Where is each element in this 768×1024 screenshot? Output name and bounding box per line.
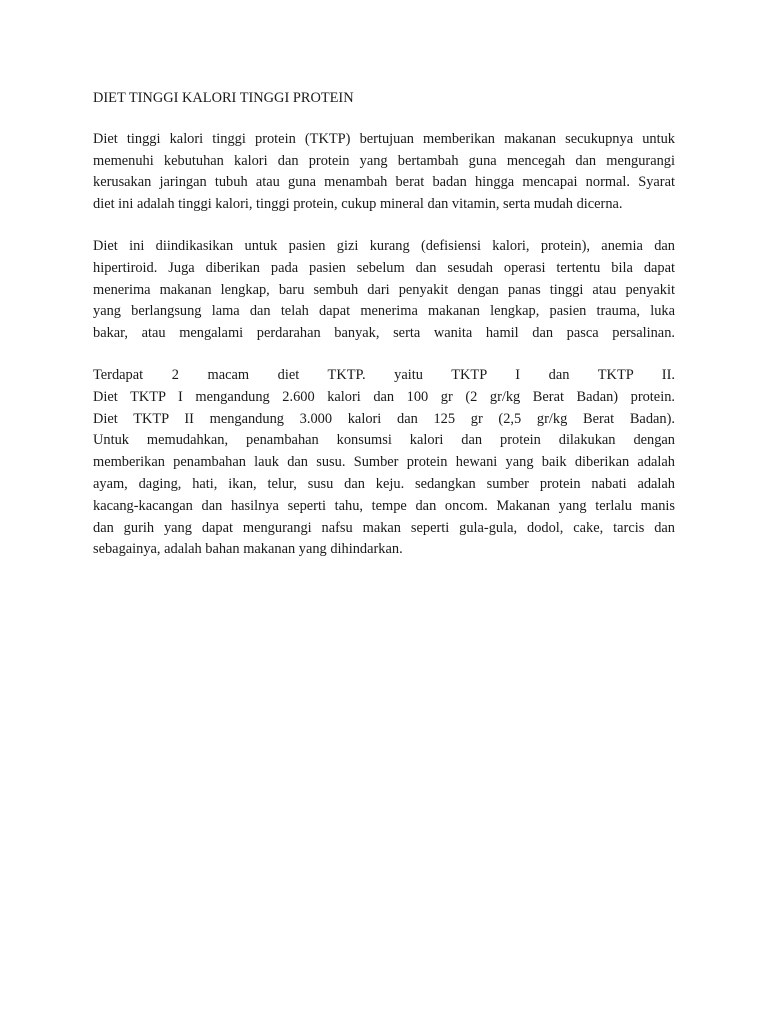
- paragraph-line: Diet tinggi kalori tinggi protein (TKTP) bertujuan memberikan makanan secukupnya untuk: [93, 130, 675, 147]
- paragraph-line: ayam, daging, hati, ikan, telur, susu dan keju. sedangkan sumber protein nabati adalah: [93, 475, 675, 492]
- paragraph-2: [93, 236, 675, 345]
- paragraph-line: sebagainya, adalah bahan makanan yang dihindarkan.: [93, 541, 403, 558]
- paragraph-line: diet ini adalah tinggi kalori, tinggi protein, cukup mineral dan vitamin, serta mudah dicerna.: [93, 196, 623, 213]
- paragraph-line: memberikan penambahan lauk dan susu. Sumber protein hewani yang baik diberikan adalah: [93, 454, 675, 471]
- paragraph-line: Untuk memudahkan, penambahan konsumsi kalori dan protein dilakukan dengan: [93, 432, 675, 449]
- paragraph-line: memenuhi kebutuhan kalori dan protein yang bertambah guna mencegah dan mengurangi: [93, 152, 675, 169]
- document-title: DIET TINGGI KALORI TINGGI PROTEIN: [93, 90, 354, 106]
- paragraph-line: Diet ini diindikasikan untuk pasien gizi kurang (defisiensi kalori, protein), anemia dan: [93, 237, 675, 254]
- paragraph-line: dan gurih yang dapat mengurangi nafsu makan seperti gula-gula, dodol, cake, tarcis dan: [93, 519, 675, 536]
- paragraph-1: [93, 129, 675, 216]
- paragraph-line: hipertiroid. Juga diberikan pada pasien sebelum dan sesudah operasi tertentu bila dapat: [93, 259, 675, 276]
- paragraph-line: kacang-kacangan dan hasilnya seperti tahu, tempe dan oncom. Makanan yang terlalu manis: [93, 497, 675, 514]
- paragraph-line: menerima makanan lengkap, baru sembuh dari penyakit dengan panas tinggi atau penyakit: [93, 281, 675, 298]
- paragraph-line: Terdapat 2 macam diet TKTP. yaitu TKTP I dan TKTP II.: [93, 366, 675, 383]
- paragraph-line: Diet TKTP II mengandung 3.000 kalori dan 125 gr (2,5 gr/kg Berat Badan).: [93, 410, 675, 427]
- paragraph-3: [93, 365, 675, 561]
- paragraph-line: kerusakan jaringan tubuh atau guna menambah berat badan hingga mencapai normal. Syarat: [93, 174, 675, 191]
- paragraph-line: Diet TKTP I mengandung 2.600 kalori dan 100 gr (2 gr/kg Berat Badan) protein.: [93, 388, 675, 405]
- paragraph-line: yang berlangsung lama dan telah dapat menerima makanan lengkap, pasien trauma, luka: [93, 303, 675, 320]
- paragraph-line: bakar, atau mengalami perdarahan banyak, serta wanita hamil dan pasca persalinan.: [93, 325, 675, 342]
- document-body: [93, 88, 675, 581]
